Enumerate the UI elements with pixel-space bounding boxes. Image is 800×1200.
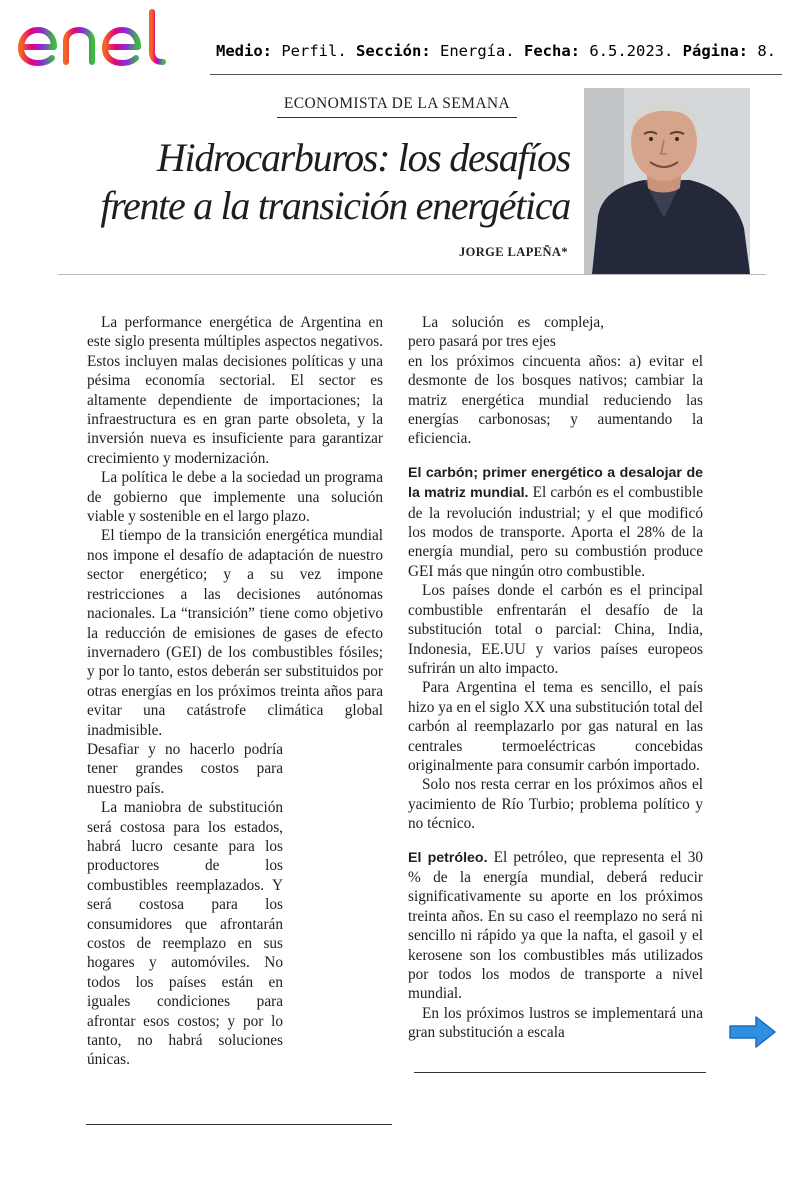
pagina-value: 8. xyxy=(748,42,776,60)
paragraph-carbon-4: Solo nos resta cerrar en los próximos años el yacimiento de Río Turbio; problema político y no técnico. xyxy=(408,776,703,833)
paragraph-transicion: El tiempo de la transición energética mundial nos impone el desafío de adaptación de nuestro sector energético; y a su vez impone restricciones a las decisiones autónomas nacionales. La “transición” tiene como objetivo la reducción de emisiones de gases de efecto invernadero (GEI) de los combustibles fósiles; y por lo tanto, estos deberán ser substituidos por otras energías en los próximos treinta años para evitar una catástrofe climática global inadmisible. xyxy=(87,527,383,739)
pagina-label: Página: xyxy=(682,42,748,60)
subhead-petroleo: El petróleo. xyxy=(408,849,488,866)
seccion-label: Sección: xyxy=(356,42,431,60)
paragraph-solucion: La solución es compleja, pero pasará por tres ejes xyxy=(408,314,604,351)
paragraph-solucion-ejes: en los próximos cincuenta años: a) evitar el desmonte de los bosques nativos; cambiar la matriz energética mundial reduciendo las energías carbonosas; y aumentando la eficiencia. xyxy=(408,352,703,448)
paragraph-politica: La política le debe a la sociedad un programa de gobierno que implemente una solución viable y sostenible en el largo plazo. xyxy=(87,469,383,526)
seccion-value: Energía. xyxy=(430,42,515,60)
paragraph-carbon-3: Para Argentina el tema es sencillo, el país hizo ya en el siglo XX una substitución total del carbón al reemplazarlo por gas natural en las centrales termoeléctricas concebidas originalmente para consumir carbón importado. xyxy=(408,679,703,774)
paragraph-carbon-2: Los países donde el carbón es el principal combustible enfrentarán el desafío de la substitución total o parcial: China, India, Indonesia, EE.UU y varios países europeos sufrirán un alto impacto. xyxy=(408,582,703,677)
medio-value: Perfil. xyxy=(272,42,347,60)
paragraph-petroleo-2: En los próximos lustros se implementará una gran substitución a escala xyxy=(408,1004,703,1042)
author-photo xyxy=(584,88,750,274)
paragraph-transicion-tail: Desafiar y no hacerlo podría tener grandes costos para nuestro país. xyxy=(87,740,283,797)
author-byline: JORGE LAPEÑA* xyxy=(458,245,568,259)
arrow-right-icon[interactable] xyxy=(728,1014,778,1050)
article-column-right xyxy=(408,313,703,1043)
paragraph-maniobra: La maniobra de substitución será costosa para los estados, habrá lucro cesante para los productores de los combustibles reemplazados. Y será costosa para los consumidores que afrontarán costos de reemplazo en sus hogares y automóviles. No todos los países están en iguales condiciones para afrontar esos costos; y por lo tanto, no habrá soluciones únicas. xyxy=(87,799,283,1069)
paragraph-petroleo-1 xyxy=(408,848,703,1004)
paragraph-intro: La performance energética de Argentina en este siglo presenta múltiples aspectos negativos. Estos incluyen malas decisiones políticas y una pésima economía sectorial. El sector es altamente dependiente de importaciones; la infraestructura es en gran parte obsoleta, y la inversión nueva es insuficiente para garantizar crecimiento y modernización. xyxy=(87,314,383,467)
fecha-label: Fecha: xyxy=(524,42,580,60)
title-line-1: Hidrocarburos: los desafíos xyxy=(156,135,570,180)
petroleo-text: El petróleo, que representa el 30 % de la energía mundial, deberá reducir significativamente su aporte en los próximos treinta años. En su caso el reemplazo no será ni sencillo ni rápido ya que la nafta, el gasoil y el kerosene son los combustibles más utilizados por todos los modos de transporte a nivel mundial. xyxy=(408,848,703,1003)
enel-logo xyxy=(16,6,182,68)
subhead-carbon: El carbón; primer energético a desalojar de la matriz mundial. xyxy=(408,464,703,502)
section-kicker: ECONOMISTA DE LA SEMANA xyxy=(277,95,517,118)
article-column-left xyxy=(87,313,383,1070)
article-title xyxy=(58,134,570,230)
column-end-rule-left xyxy=(86,1124,392,1125)
carbon-text: El carbón es el combustible de la revolución industrial; y el que modificó los modos de transporte. Aporta el 28% de la energía mundial, pero su combustión produce GEI más que ningún otro combustible. xyxy=(408,484,703,580)
fecha-value: 6.5.2023. xyxy=(580,42,674,60)
medio-label: Medio: xyxy=(216,42,272,60)
clipping-meta xyxy=(216,42,776,60)
paragraph-carbon-1 xyxy=(408,463,703,581)
header-divider xyxy=(210,74,782,75)
title-line-2: frente a la transición energética xyxy=(100,183,570,228)
column-end-rule-right xyxy=(414,1072,706,1073)
heading-divider xyxy=(58,274,766,275)
